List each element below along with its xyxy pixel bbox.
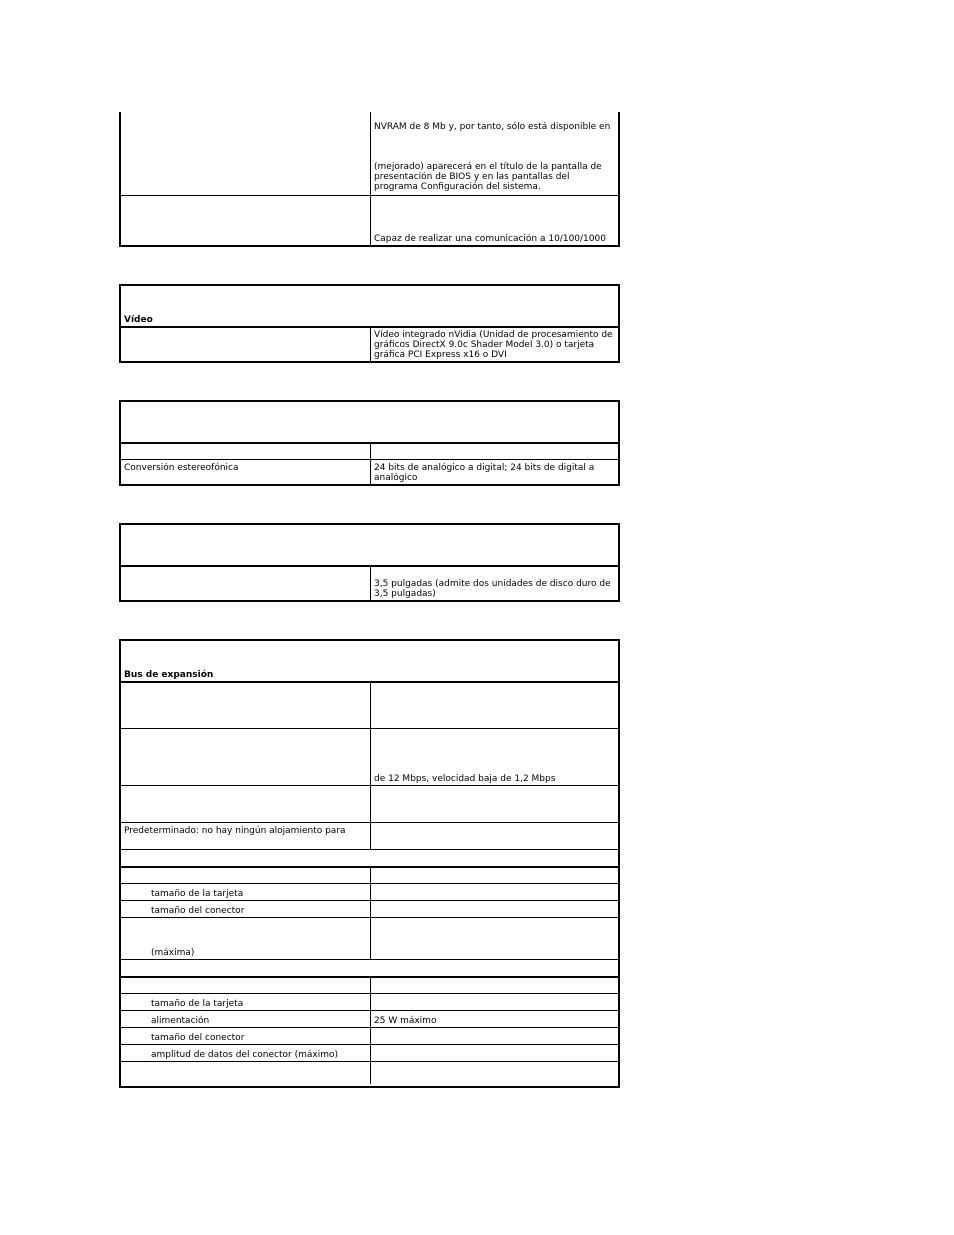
table-row bbox=[121, 112, 618, 195]
row-value bbox=[371, 884, 618, 900]
row-label bbox=[121, 978, 371, 993]
table-header-row bbox=[121, 402, 618, 442]
memory-network-table bbox=[119, 112, 620, 247]
stereo-conversion-value: 24 bits de analógico a digital; 24 bits de digital a analógico bbox=[374, 463, 595, 483]
row-label bbox=[121, 786, 371, 822]
row-value bbox=[371, 1062, 618, 1084]
table-row bbox=[121, 326, 618, 361]
row-label bbox=[121, 729, 371, 785]
audio-section-title bbox=[121, 402, 618, 442]
table-row bbox=[121, 1027, 618, 1044]
table-row bbox=[121, 195, 618, 245]
row-label bbox=[121, 868, 371, 883]
row-value bbox=[371, 901, 618, 917]
pci-connector-size-label: tamaño del conector bbox=[121, 901, 371, 917]
row-value bbox=[371, 1045, 618, 1061]
row-label bbox=[121, 112, 371, 195]
expansion-bus-table bbox=[119, 639, 620, 1088]
row-value bbox=[371, 1028, 618, 1044]
expansion-section-title: Bus de expansión bbox=[124, 670, 214, 680]
pcie-subheader bbox=[121, 960, 618, 976]
row-value bbox=[371, 823, 618, 849]
table-row bbox=[121, 785, 618, 822]
table-row bbox=[121, 1061, 618, 1084]
default-slot-label: Predeterminado: no hay ningún alojamiento para bbox=[121, 823, 371, 849]
table-row bbox=[121, 917, 618, 959]
drives-section-title bbox=[121, 525, 618, 565]
table-row bbox=[121, 1010, 618, 1027]
pcie-connector-size-label: tamaño del conector bbox=[121, 1028, 371, 1044]
table-row bbox=[121, 565, 618, 600]
row-value bbox=[371, 918, 618, 959]
table-subheader-row bbox=[121, 959, 618, 976]
row-label bbox=[121, 1062, 371, 1084]
pci-subheader bbox=[121, 850, 618, 866]
row-value bbox=[371, 978, 618, 993]
pcie-power-label: alimentación bbox=[121, 1011, 371, 1027]
video-table bbox=[119, 284, 620, 363]
drives-table bbox=[119, 523, 620, 602]
table-row bbox=[121, 900, 618, 917]
table-row bbox=[121, 1044, 618, 1061]
row-value bbox=[371, 683, 618, 728]
pcie-power-value: 25 W máximo bbox=[374, 1016, 437, 1026]
row-value bbox=[371, 112, 618, 195]
pcie-card-size-label: tamaño de la tarjeta bbox=[121, 994, 371, 1010]
table-row bbox=[121, 993, 618, 1010]
pcie-data-width-label: amplitud de datos del conector (máximo) bbox=[121, 1045, 371, 1061]
row-label bbox=[121, 683, 371, 728]
pci-max-label: (máxima) bbox=[121, 918, 371, 959]
table-header-row bbox=[121, 525, 618, 565]
row-label bbox=[121, 444, 371, 459]
audio-table bbox=[119, 400, 620, 486]
usb-speed-value: de 12 Mbps, velocidad baja de 1,2 Mbps bbox=[374, 774, 556, 784]
video-section-title: Vídeo bbox=[124, 315, 153, 325]
video-type-value: Vídeo integrado nVidia (Unidad de procesamiento de gráficos DirectX 9.0c Shader Model 3.0) o tarjeta gráfica PCI Express x16 o DVI bbox=[374, 330, 613, 360]
table-row bbox=[121, 866, 618, 883]
table-row bbox=[121, 681, 618, 728]
table-row bbox=[121, 459, 618, 484]
row-value bbox=[371, 786, 618, 822]
table-row bbox=[121, 883, 618, 900]
table-header-row bbox=[121, 641, 618, 681]
row-label bbox=[121, 196, 371, 245]
row-label bbox=[121, 567, 371, 600]
row-label bbox=[121, 328, 371, 361]
pci-card-size-label: tamaño de la tarjeta bbox=[121, 884, 371, 900]
nvram-text: NVRAM de 8 Mb y, por tanto, sólo está disponible en bbox=[374, 122, 611, 132]
table-row bbox=[121, 728, 618, 785]
row-value bbox=[371, 868, 618, 883]
table-row bbox=[121, 822, 618, 849]
stereo-conversion-label: Conversión estereofónica bbox=[121, 460, 371, 484]
row-value bbox=[371, 994, 618, 1010]
table-header-row bbox=[121, 286, 618, 326]
row-value bbox=[371, 444, 618, 459]
network-speed-text: Capaz de realizar una comunicación a 10/100/1000 bbox=[374, 234, 606, 244]
drive-bay-value: 3,5 pulgadas (admite dos unidades de disco duro de 3,5 pulgadas) bbox=[374, 579, 611, 599]
table-row bbox=[121, 442, 618, 459]
table-row bbox=[121, 976, 618, 993]
table-subheader-row bbox=[121, 849, 618, 866]
bios-text: (mejorado) aparecerá en el título de la pantalla de presentación de BIOS y en las pantallas del programa Configuración del sistema. bbox=[374, 162, 602, 192]
